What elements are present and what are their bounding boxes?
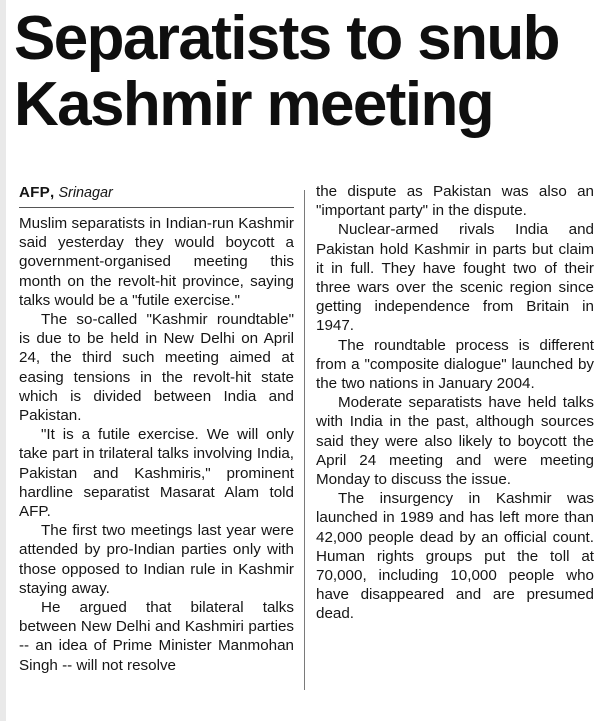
- headline-line-2: Kashmir meeting: [14, 70, 494, 139]
- article-column-right: [316, 182, 594, 624]
- article-paragraph: Muslim separatists in Indian-run Kashmir said yesterday they would boycott a government-organised meeting this month on the revolt-hit province, saying talks would be a "futile exercise.": [19, 215, 294, 309]
- article-paragraph: "It is a futile exercise. We will only take part in trilateral talks involving India, Pakistan and Kashmiris," prominent hardline separatist Masarat Alam told AFP.: [19, 426, 294, 521]
- byline-agency: AFP: [19, 184, 50, 201]
- byline-location: Srinagar: [58, 185, 113, 201]
- article-paragraph: The first two meetings last year were attended by pro-Indian parties only with those opposed to Indian rule in Kashmir staying away.: [19, 522, 294, 597]
- headline: [14, 6, 599, 138]
- article-paragraph: He argued that bilateral talks between New Delhi and Kashmiri parties -- an idea of Prime Minister Manmohan Singh -- will not resolve: [19, 599, 294, 674]
- headline-line-1: Separatists to snub: [14, 4, 559, 73]
- column-divider: [304, 190, 305, 690]
- article-paragraph: The insurgency in Kashmir was launched in 1989 and has left more than 42,000 people dead by an official count. Human rights groups put the toll at 70,000, including 10,000 people who have disappeared and are presumed dead.: [316, 490, 594, 623]
- byline: [19, 182, 294, 208]
- article-paragraph: The so-called "Kashmir roundtable" is due to be held in New Delhi on April 24, the third such meeting aimed at easing tensions in the revolt-hit state which is divided between India and Pakistan.: [19, 311, 294, 425]
- byline-separator: ,: [49, 184, 55, 201]
- article-paragraph: the dispute as Pakistan was also an "important party" in the dispute.: [316, 183, 594, 220]
- article-paragraph: Nuclear-armed rivals India and Pakistan hold Kashmir in parts but claim it in full. They have fought two of their three wars over the scenic region since getting independence from Britain in 1947.: [316, 221, 594, 335]
- article-paragraph: Moderate separatists have held talks with India in the past, although sources said they were also likely to boycott the April 24 meeting and were meeting Monday to discuss the issue.: [316, 394, 594, 489]
- article-column-left: [19, 182, 294, 675]
- page-edge-shadow: [0, 0, 6, 721]
- article-paragraph: The roundtable process is different from a "composite dialogue" launched by the two nations in January 2004.: [316, 336, 594, 393]
